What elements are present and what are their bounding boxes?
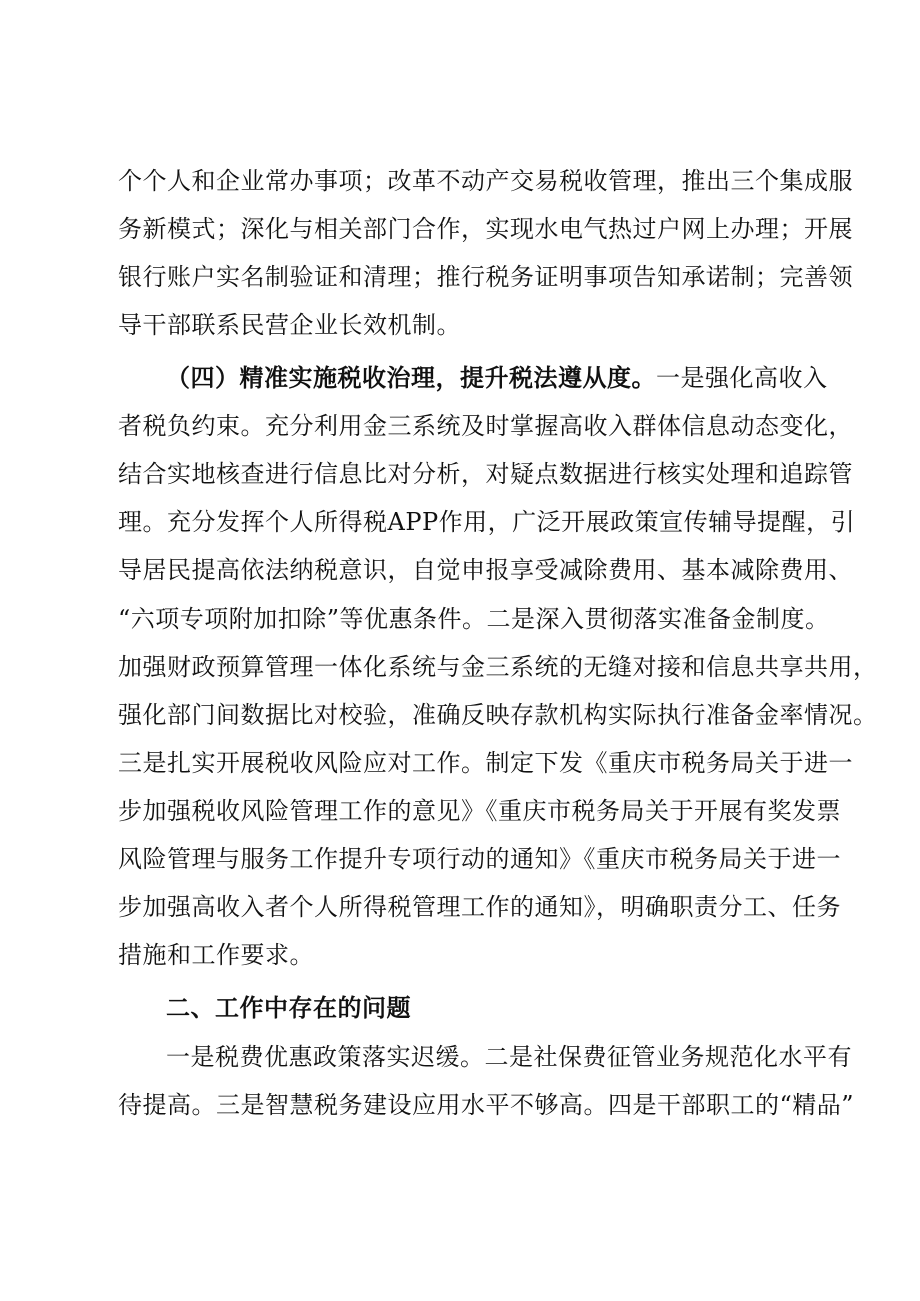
paragraph-line xyxy=(166,355,866,401)
paragraph-line: “六项专项附加扣除”等优惠条件。二是深入贯彻落实准备金制度。 xyxy=(118,605,830,633)
paragraph-line: 银行账户实名制验证和清理；推行税务证明事项告知承诺制；完善领 xyxy=(118,263,853,291)
paragraph-line: 务新模式；深化与相关部门合作，实现水电气热过户网上办理；开展 xyxy=(118,215,853,243)
paragraph-line: 导居民提高依法纳税意识，自觉申报享受减除费用、基本减除费用、 xyxy=(118,556,853,584)
paragraph-line: 步加强高收入者个人所得税管理工作的通知》，明确职责分工、任务 xyxy=(118,893,841,921)
paragraph-line: 风险管理与服务工作提升专项行动的通知》《重庆市税务局关于进一 xyxy=(118,845,841,873)
paragraph-line: 者税负约束。充分利用金三系统及时掌握高收入群体信息动态变化， xyxy=(118,412,853,440)
paragraph-line: 一是税费优惠政策落实迟缓。二是社保费征管业务规范化水平有 xyxy=(166,1043,852,1071)
paragraph-line: 三是扎实开展税收风险应对工作。制定下发《重庆市税务局关于进一 xyxy=(118,749,853,777)
paragraph-line: 措施和工作要求。 xyxy=(118,941,314,969)
paragraph-line: 导干部联系民营企业长效机制。 xyxy=(118,311,461,339)
paragraph-text: 一是强化高收入 xyxy=(656,364,828,392)
section-heading: 二、工作中存在的问题 xyxy=(166,993,411,1022)
paragraph-line: 理。充分发挥个人所得税APP作用，广泛开展政策宣传辅导提醒，引 xyxy=(118,508,856,536)
paragraph-line: 个个人和企业常办事项；改革不动产交易税收管理，推出三个集成服 xyxy=(118,167,853,195)
subsection-heading: （四）精准实施税收治理，提升税法遵从度。 xyxy=(166,363,656,392)
paragraph-line: 加强财政预算管理一体化系统与金三系统的无缝对接和信息共享共用， xyxy=(118,653,878,681)
paragraph-line: 结合实地核查进行信息比对分析，对疑点数据进行核实处理和追踪管 xyxy=(118,460,853,488)
paragraph-line: 步加强税收风险管理工作的意见》《重庆市税务局关于开展有奖发票 xyxy=(118,797,841,825)
paragraph-line: 待提高。三是智慧税务建设应用水平不够高。四是干部职工的“精品” xyxy=(118,1091,855,1119)
paragraph-line: 强化部门间数据比对校验，准确反映存款机构实际执行准备金率情况。 xyxy=(118,701,878,729)
